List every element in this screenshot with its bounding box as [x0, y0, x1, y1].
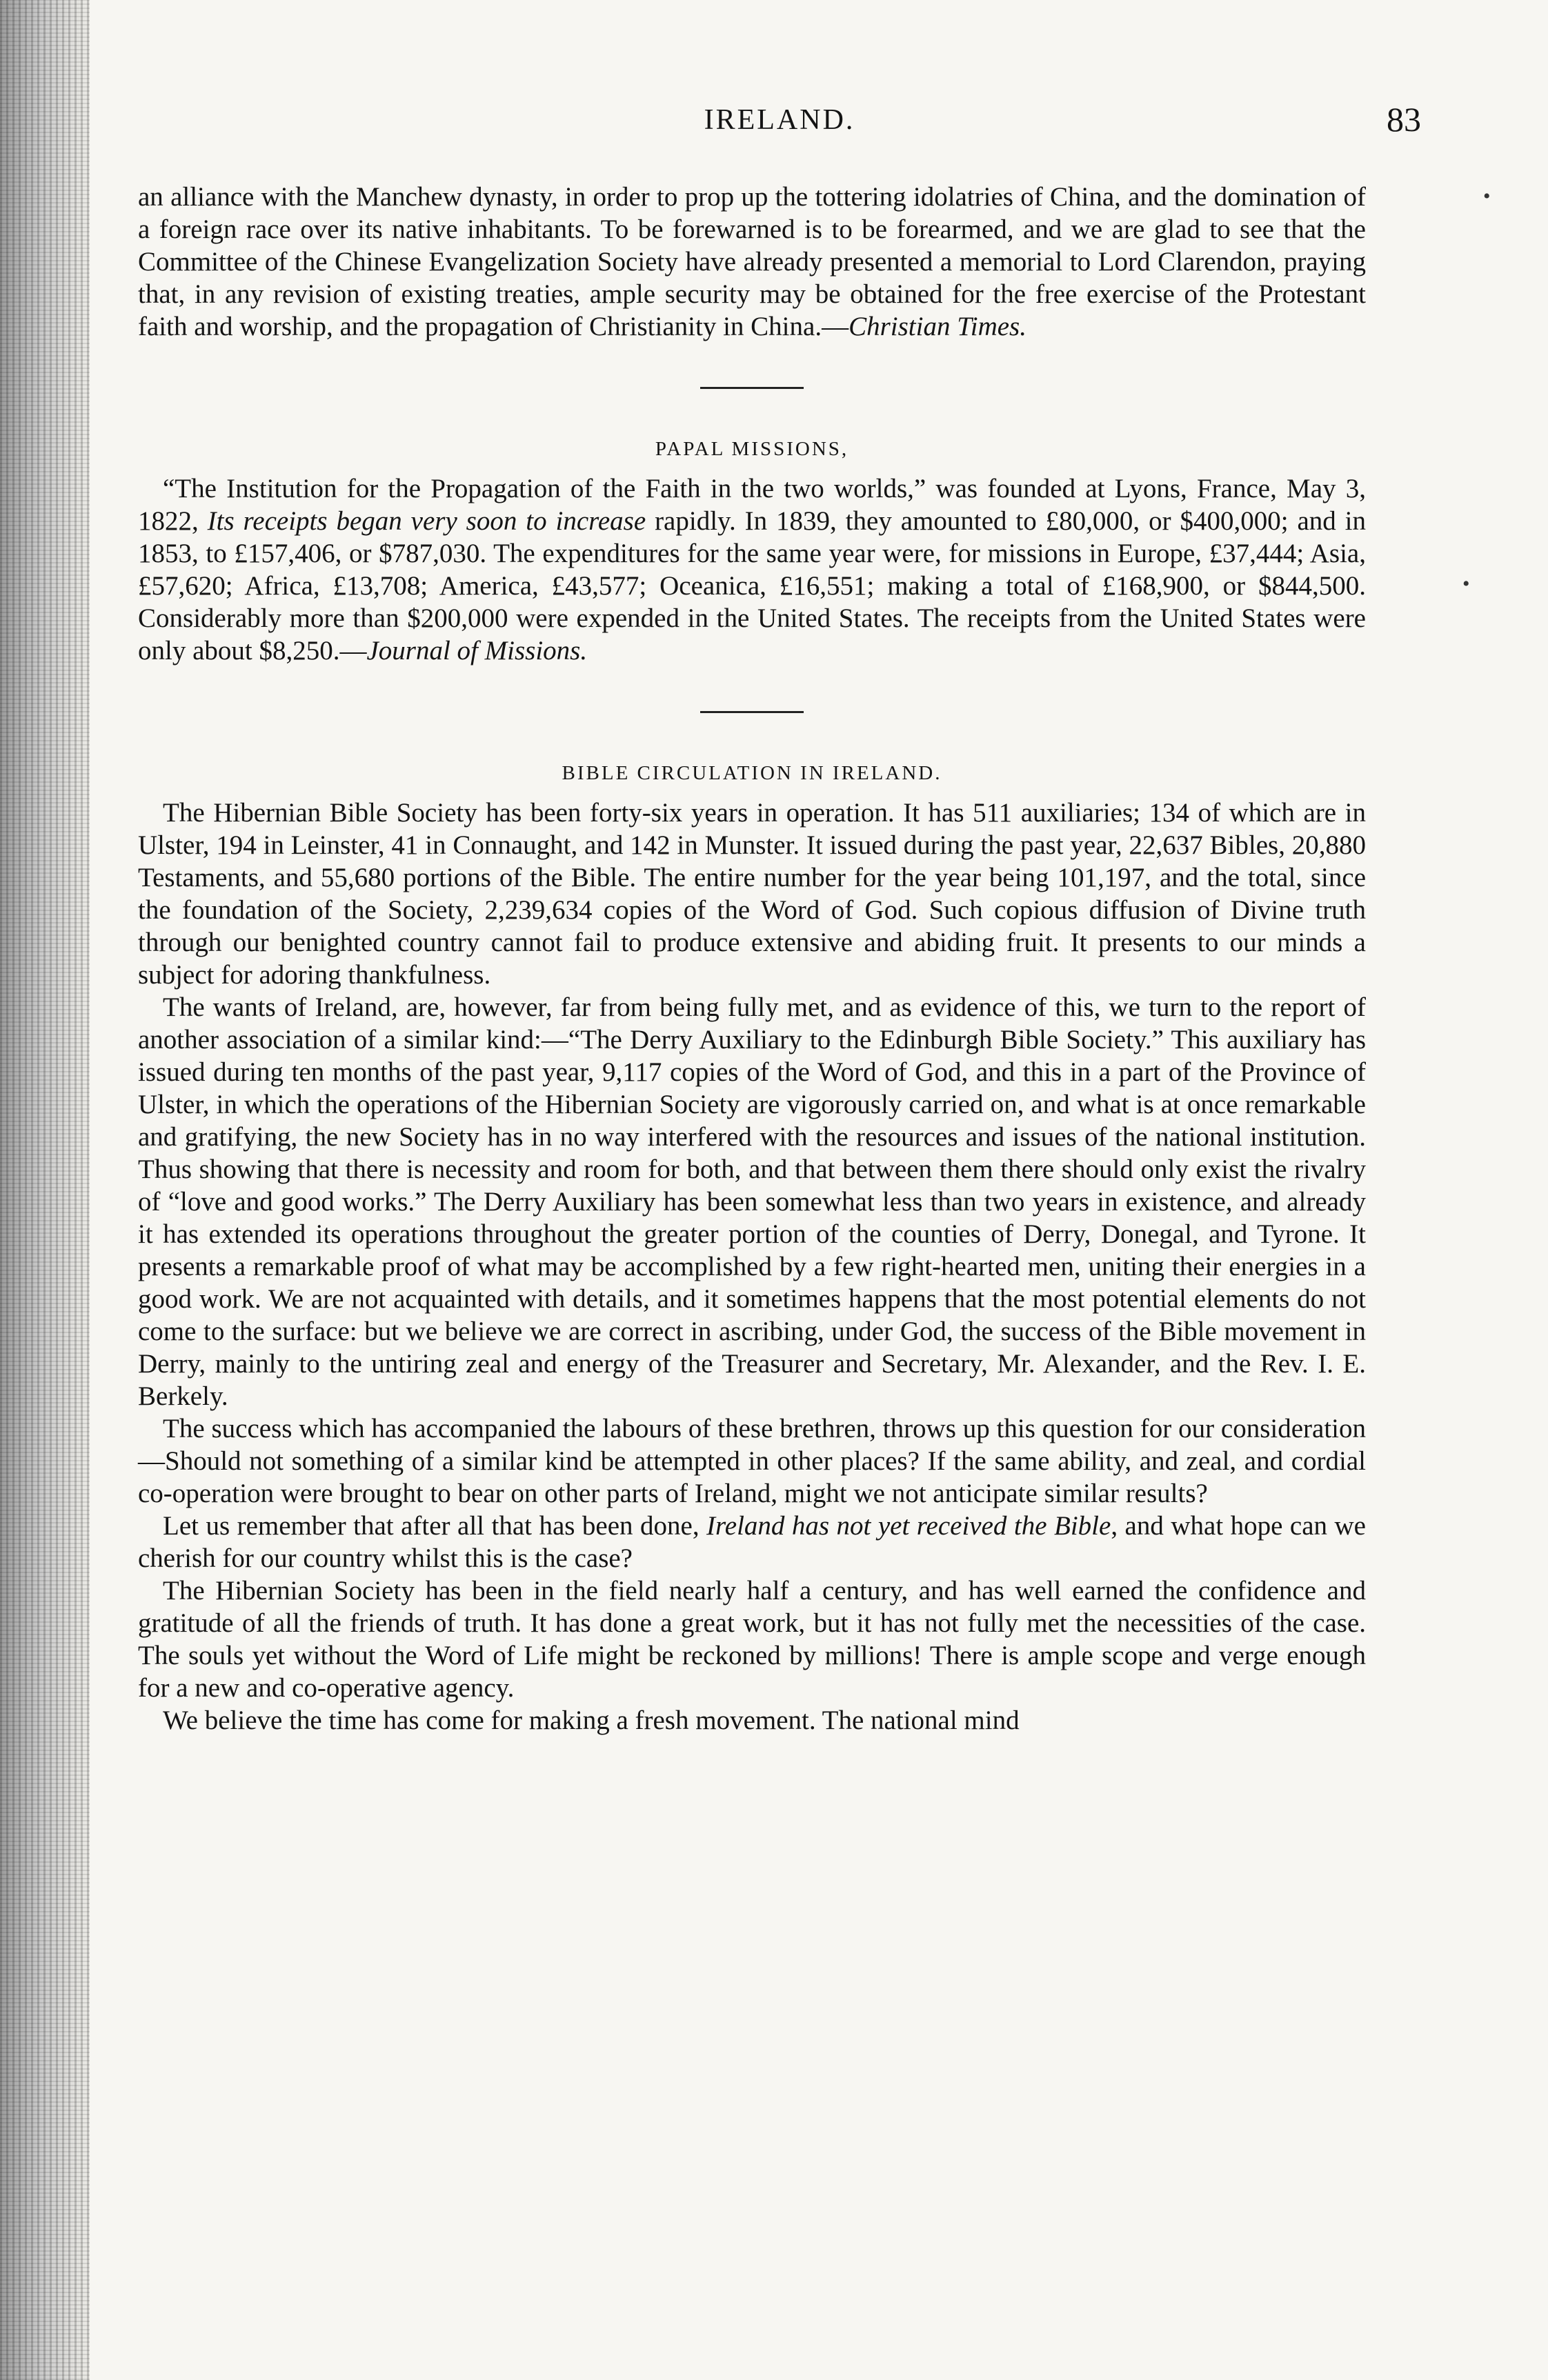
- page-number: 83: [1387, 100, 1421, 139]
- paragraph: We believe the time has come for making a fresh movement. The national mind: [163, 1706, 1020, 1735]
- paragraph: The success which has accompanied the labours of these brethren, throws up this question for our consideration—Should not something of a similar kind be attempted in other places? If the same ability, and zeal, and cordial co-operation were brought to bear on other parts of Ireland, might we not anticipate similar results?: [138, 1414, 1366, 1508]
- paragraph: The Hibernian Society has been in the field nearly half a century, and has well earned the confidence and gratitude of all the friends of truth. It has done a great work, but it has not fully met the necessities of the case. The souls yet without the Word of Life might be reckoned by millions! There is ample scope and verge enough for a new and co-operative agency.: [138, 1576, 1366, 1703]
- stray-mark: •: [1483, 185, 1491, 208]
- section-divider: [700, 711, 804, 713]
- paragraph-text: , and what hope can we cherish for our country whilst this is the case?: [138, 1511, 1366, 1573]
- paragraph: The Hibernian Bible Society has been forty-six years in operation. It has 511 auxiliaries; 134 of which are in Ulster, 194 in Leinster, 41 in Connaught, and 142 in Munster. It issued during the past year, 22,637 Bibles, 20,880 Testaments, and 55,680 portions of the Bible. The entire number for the year being 101,197, and the total, since the foundation of the Society, 2,239,634 copies of the Word of God. Such copious diffusion of Divine truth through our benighted country cannot fail to produce extensive and abiding fruit. It presents to our minds a subject for adoring thankfulness.: [138, 798, 1366, 990]
- paragraph-italic: Ireland has not yet received the Bible: [706, 1511, 1111, 1541]
- article-body: “The Institution for the Propagation of the Faith in the two worlds,” was founded at Lyons, France, May 3, 1822,: [138, 474, 1366, 536]
- article-papal-missions: [138, 472, 1366, 667]
- section-divider: [700, 387, 804, 389]
- section-heading-bible-circulation: BIBLE CIRCULATION IN IRELAND.: [562, 762, 942, 784]
- page-header: [138, 100, 1421, 145]
- article-source: Journal of Missions.: [366, 636, 588, 666]
- paragraph: The wants of Ireland, are, however, far from being fully met, and as evidence of this, we turn to the report of another association of a similar kind:—“The Derry Auxiliary to the Edinburgh Bible Society.” This auxiliary has issued during ten months of the past year, 9,117 copies of the Word of God, and this in a part of the Province of Ulster, in which the operations of the Hibernian Society are vigorously carried on, and what is at once remarkable and gratifying, the new Society has in no way interfered with the resources and issues of the national institution. Thus showing that there is necessity and room for both, and that between them there should only exist the rivalry of “love and good works.” The Derry Auxiliary has been somewhat less than two years in existence, and already it has extended its operations throughout the greater portion of the counties of Derry, Donegal, and Tyrone. It presents a remarkable proof of what may be accomplished by a few right-hearted men, uniting their energies in a good work. We are not acquainted with details, and it sometimes happens that the most potential elements do not come to the surface: but we believe we are correct in ascribing, under God, the success of the Bible movement in Derry, mainly to the untiring zeal and energy of the Treasurer and Secretary, Mr. Alexander, and the Rev. I. E. Berkely.: [138, 992, 1366, 1411]
- article-body: rapidly. In 1839, they amounted to £80,000, or $400,000; and in 1853, to £157,406, or $787,030. The expenditures for the same year were, for missions in Europe, £37,444; Asia, £57,620; Africa, £13,708; America, £43,577; Oceanica, £16,551; making a total of £168,900, or $844,500. Considerably more than $200,000 were expended in the United States. The receipts from the United States were only about $8,250.—: [138, 506, 1366, 666]
- article-source: Christian Times.: [849, 312, 1026, 341]
- page-body: [138, 181, 1366, 1737]
- section-heading-papal-missions: PAPAL MISSIONS,: [655, 438, 849, 460]
- paragraph: [138, 1510, 1366, 1574]
- book-spine-shadow: [0, 0, 90, 2380]
- article-body: an alliance with the Manchew dynasty, in order to prop up the tottering idolatries of China, and the domination of a foreign race over its native inhabitants. To be forewarned is to be forearmed, and we are glad to see that the Committee of the Chinese Evangelization Society have already presented a memorial to Lord Clarendon, praying that, in any revision of existing treaties, ample security may be obtained for the free exercise of the Protestant faith and worship, and the propagation of Christianity in China.—: [138, 182, 1366, 341]
- running-title: IRELAND.: [704, 104, 855, 136]
- article-christian-times: [138, 181, 1366, 343]
- stray-mark: •: [1462, 572, 1470, 595]
- paragraph-text: Let us remember that after all that has been done,: [163, 1511, 707, 1541]
- article-body-italic: Its receipts began very soon to increase: [207, 506, 646, 536]
